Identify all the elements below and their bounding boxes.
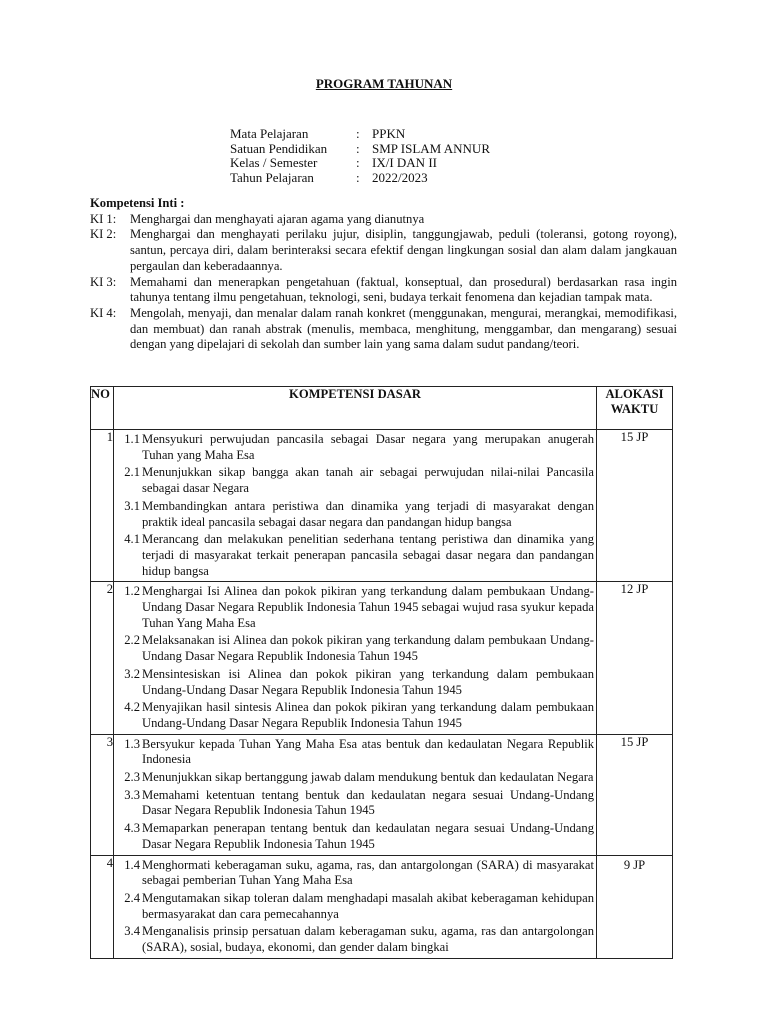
ki-heading: Kompetensi Inti : xyxy=(90,196,185,210)
table-row xyxy=(91,582,673,734)
kd-code: 2.3 xyxy=(124,770,140,785)
table-row xyxy=(91,430,673,582)
meta-row xyxy=(230,171,490,186)
kd-cell xyxy=(114,734,597,855)
meta-colon: : xyxy=(356,169,360,185)
kd-item xyxy=(114,499,596,530)
kd-text: Menunjukkan sikap bertanggung jawab dalam mendukung bentuk dan kedaulatan Negara xyxy=(142,770,594,785)
kd-code: 1.4 xyxy=(124,857,140,872)
kd-item xyxy=(114,667,596,698)
meta-value: 2022/2023 xyxy=(372,169,428,185)
alokasi-cell: 15 JP xyxy=(597,430,673,582)
kd-code: 1.3 xyxy=(124,736,140,751)
alokasi-cell: 15 JP xyxy=(597,734,673,855)
kd-text: Menunjukkan sikap bangga akan tanah air sebagai perwujudan nilai-nilai Pancasila sebagai dasar Negara xyxy=(142,465,594,496)
meta-colon: : xyxy=(356,126,360,141)
meta-label: Mata Pelajaran xyxy=(230,126,309,141)
kd-text: Menghargai Isi Alinea dan pokok pikiran yang terkandung dalam pembukaan Undang-Undang Dasar Negara Republik Indonesia Tahun 1945 sebagai wujud rasa syukur kepada Tuhan Yang Maha Esa xyxy=(142,584,594,630)
header-no: NO xyxy=(91,387,114,430)
kd-code: 1.2 xyxy=(124,584,140,599)
meta-colon: : xyxy=(356,155,360,170)
kd-text: Membandingkan antara peristiwa dan dinamika yang terjadi di masyarakat dengan praktik ideal pancasila sebagai dasar negara dan pandangan hidup bangsa xyxy=(142,498,594,529)
kd-text: Melaksanakan isi Alinea dan pokok pikiran yang terkandung dalam pembukaan Undang-Undang Dasar Negara Republik Indonesia Tahun 1945 xyxy=(142,633,594,664)
table-row xyxy=(91,855,673,958)
kd-text: Menganalisis prinsip persatuan dalam keberagaman suku, agama, ras dan antargolongan (SARA), sosial, budaya, ekonomi, dan gender dalam bingkai xyxy=(142,924,594,955)
kd-cell xyxy=(114,582,597,734)
header-alokasi-waktu: ALOKASI WAKTU xyxy=(597,387,673,430)
meta-row xyxy=(230,142,490,157)
header-kompetensi-dasar: KOMPETENSI DASAR xyxy=(114,387,597,430)
kd-code: 2.1 xyxy=(124,465,140,480)
ki-code: KI 2: xyxy=(90,227,117,242)
kd-code: 4.2 xyxy=(124,700,140,715)
row-number: 3 xyxy=(91,734,114,855)
ki-code: KI 1: xyxy=(90,211,117,226)
ki-code: KI 3: xyxy=(90,274,117,289)
kd-cell xyxy=(114,430,597,582)
ki-text: Memahami dan menerapkan pengetahuan (faktual, konseptual, dan prosedural) berdasarkan rasa ingin tahunya tentang ilmu pengetahuan, teknologi, seni, budaya terkait fenomena dan kejadian tampak mata. xyxy=(130,274,677,305)
kd-code: 4.3 xyxy=(124,821,140,836)
kd-code: 3.4 xyxy=(124,924,140,939)
alokasi-cell: 12 JP xyxy=(597,582,673,734)
kd-item xyxy=(114,465,596,496)
kd-code: 3.2 xyxy=(124,666,140,681)
meta-value: IX/I DAN II xyxy=(372,155,437,170)
meta-label: Kelas / Semester xyxy=(230,155,318,170)
kd-text: Menghormati keberagaman suku, agama, ras, dan antargolongan (SARA) di masyarakat sebagai pemberian Tuhan Yang Maha Esa xyxy=(142,857,594,888)
table-row xyxy=(91,734,673,855)
kd-item xyxy=(114,788,596,819)
kd-code: 2.2 xyxy=(124,633,140,648)
kd-item xyxy=(114,737,596,768)
row-number: 1 xyxy=(91,430,114,582)
kd-item xyxy=(114,584,596,631)
kd-text: Bersyukur kepada Tuhan Yang Maha Esa atas bentuk dan kedaulatan Negara Republik Indonesia xyxy=(142,736,594,767)
kd-text: Memaparkan penerapan tentang bentuk dan kedaulatan negara sesuai Undang-Undang Dasar Negara Republik Indonesia Tahun 1945 xyxy=(142,821,594,851)
kd-text: Mengutamakan sikap toleran dalam menghadapi masalah akibat keberagaman kehidupan bermasyarakat dan cara pemecahannya xyxy=(142,890,594,921)
kd-text: Menyajikan hasil sintesis Alinea dan pokok pikiran yang terkandung dalam pembukaan Undang-Undang Dasar Negara Republik Indonesia Tahun 1945 xyxy=(142,700,594,730)
kd-text: Mensyukuri perwujudan pancasila sebagai Dasar negara yang merupakan anugerah Tuhan yang Maha Esa xyxy=(142,432,594,462)
meta-value: SMP ISLAM ANNUR xyxy=(372,140,490,156)
ki-text: Menghargai dan menghayati perilaku jujur, disiplin, tanggungjawab, peduli (toleransi, gotong royong), santun, percaya diri, dalam berinteraksi secara efektif dengan lingkungan sosial dan alam dalam jangkauan pergaulan dan keberadaannya. xyxy=(130,227,677,273)
meta-colon: : xyxy=(356,140,360,156)
kd-text: Merancang dan melakukan penelitian sederhana tentang peristiwa dan dinamika yang terjadi di masyarakat terkait penerapan pancasila sebagai dasar negara dan pandangan hidup bangsa xyxy=(142,532,594,578)
meta-value: PPKN xyxy=(372,126,406,141)
kd-code: 1.1 xyxy=(124,432,140,446)
kd-item xyxy=(114,858,596,889)
ki-text: Menghargai dan menghayati ajaran agama yang dianutnya xyxy=(130,211,425,226)
ki-item xyxy=(90,275,677,306)
kd-item xyxy=(114,700,596,731)
ki-item xyxy=(90,212,677,228)
meta-row xyxy=(230,156,490,171)
kd-cell xyxy=(114,855,597,958)
kd-item xyxy=(114,532,596,579)
alokasi-cell: 9 JP xyxy=(597,855,673,958)
kd-text: Memahami ketentuan tentang bentuk dan kedaulatan negara sesuai Undang-Undang Dasar Negara Republik Indonesia Tahun 1945 xyxy=(142,787,594,818)
ki-text: Mengolah, menyaji, dan menalar dalam ranah konkret (menggunakan, mengurai, merangkai, memodifikasi, dan membuat) dan ranah abstrak (menulis, membaca, menghitung, menggambar, dan mengarang) sesuai dengan yang dipelajari di sekolah dan sumber lain yang sama dalam sudut pandang/teori. xyxy=(130,305,677,352)
page-title: PROGRAM TAHUNAN xyxy=(315,76,453,91)
kd-item xyxy=(114,924,596,955)
kd-item xyxy=(114,821,596,852)
kompetensi-inti-section xyxy=(90,196,677,353)
kd-code: 2.4 xyxy=(124,890,140,905)
meta-label: Tahun Pelajaran xyxy=(230,169,314,185)
kd-item xyxy=(114,633,596,664)
kd-item xyxy=(114,770,596,786)
identity-block xyxy=(230,127,490,185)
kd-code: 3.3 xyxy=(124,787,140,802)
kd-item xyxy=(114,891,596,922)
table-header-row xyxy=(91,387,673,430)
meta-label: Satuan Pendidikan xyxy=(230,140,328,156)
ki-item xyxy=(90,227,677,274)
meta-row xyxy=(230,127,490,142)
ki-item xyxy=(90,306,677,353)
row-number: 2 xyxy=(91,582,114,734)
kompetensi-dasar-table xyxy=(90,386,673,959)
kd-code: 3.1 xyxy=(124,498,140,513)
kd-item xyxy=(114,432,596,463)
row-number: 4 xyxy=(91,855,114,958)
kd-text: Mensintesiskan isi Alinea dan pokok pikiran yang terkandung dalam pembukaan Undang-Undang Dasar Negara Republik Indonesia Tahun 1945 xyxy=(142,666,594,697)
ki-code: KI 4: xyxy=(90,305,117,320)
kd-code: 4.1 xyxy=(124,532,140,547)
